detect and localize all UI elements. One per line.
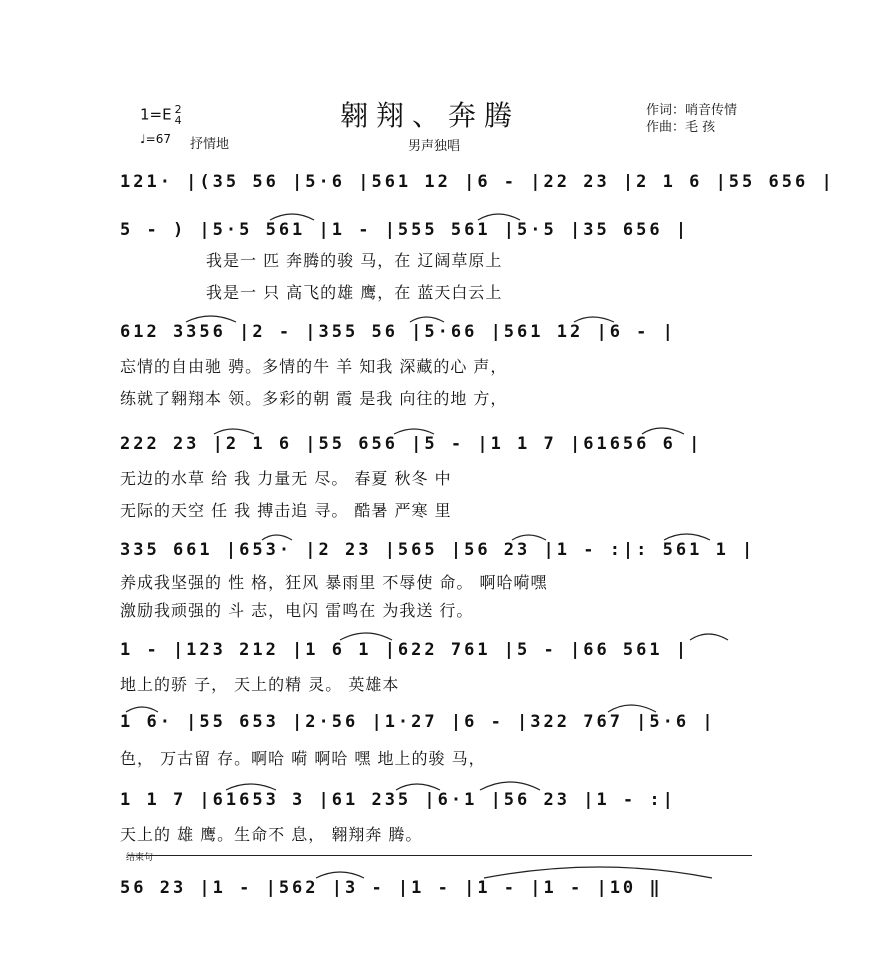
lyric-line: 练就了翱翔本 领。多彩的朝 霞 是我 向往的地 方， <box>120 389 508 408</box>
key-signature: 1=E 2 4 <box>140 103 182 127</box>
lyric-line: 无际的天空 任 我 搏击追 寻。 酷暑 严寒 里 <box>120 501 452 520</box>
notation-line: 612 3356 |2 - |355 56 |5·66 |561 12 |6 - | <box>120 322 676 342</box>
time-signature: 2 4 <box>174 103 182 127</box>
expression-marking: 抒情地 <box>190 137 230 152</box>
notation-line: 121· |(35 56 |5·6 |561 12 |6 - |22 23 |2 1 6 |55 656 | <box>120 172 835 192</box>
lyric-line: 忘情的自由驰 骋。多情的牛 羊 知我 深藏的心 声， <box>120 357 508 376</box>
lyricist: 作词：哨音传情 <box>646 103 738 118</box>
lyric-line: 养成我坚强的 性 格，狂风 暴雨里 不辱使 命。 啊哈嗬嘿 <box>120 573 548 592</box>
notation-line: 56 23 |1 - |562 |3 - |1 - |1 - |1 - |10 ‖ <box>120 878 663 898</box>
notation-line: 1 6· |55 653 |2·56 |1·27 |6 - |322 767 |5·6 | <box>120 712 716 732</box>
lyric-line: 我是一 匹 奔腾的骏 马，在 辽阔草原上 <box>206 251 503 270</box>
notation-line: 335 661 |653· |2 23 |565 |56 23 |1 - :|: 561 1 | <box>120 540 756 560</box>
notation-line: 222 23 |2 1 6 |55 656 |5 - |1 1 7 |61656 6 | <box>120 434 703 454</box>
composer: 作曲：毛 孩 <box>646 120 716 135</box>
lyric-line: 地上的骄 子， 天上的精 灵。 英雄本 <box>120 675 400 694</box>
lyric-line: 我是一 只 高飞的雄 鹰，在 蓝天白云上 <box>206 283 503 302</box>
song-title: 翱翔、奔腾 <box>340 99 521 132</box>
lyric-line: 激励我顽强的 斗 志，电闪 雷鸣在 为我送 行。 <box>120 601 474 620</box>
lyric-line: 色， 万古留 存。啊哈 嗬 啊哈 嘿 地上的骏 马， <box>120 749 486 768</box>
coda-label: 结束句 <box>126 853 154 863</box>
lyric-line: 无边的水草 给 我 力量无 尽。 春夏 秋冬 中 <box>120 469 452 488</box>
lyric-line: 天上的 雄 鹰。生命不 息， 翱翔奔 腾。 <box>120 825 423 844</box>
notation-line: 1 1 7 |61653 3 |61 235 |6·1 |56 23 |1 - :| <box>120 790 676 810</box>
notation-line: 5 - ) |5·5 561 |1 - |555 561 |5·5 |35 656 | <box>120 220 690 240</box>
notation-line: 1 - |123 212 |1 6 1 |622 761 |5 - |66 561 | <box>120 640 690 660</box>
performance-note: 男声独唱 <box>408 139 461 154</box>
tempo-marking: ♩=67 <box>140 132 171 146</box>
